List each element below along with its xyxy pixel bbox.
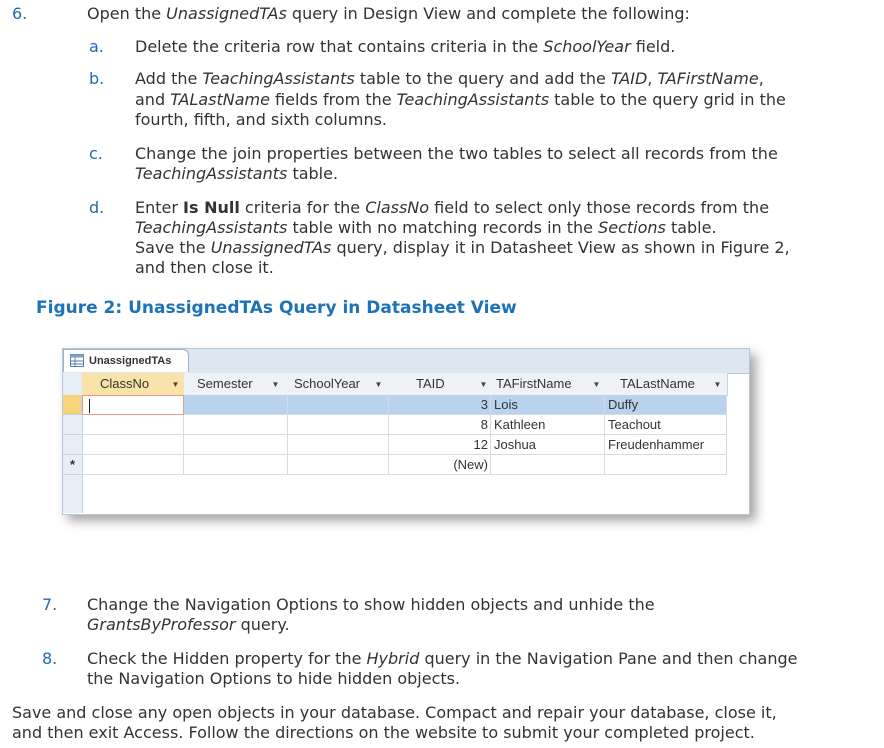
step-6-intro: Open the UnassignedTAs query in Design View and complete the following: bbox=[87, 4, 690, 23]
table-cell[interactable] bbox=[491, 455, 605, 475]
step-6b-line1: Add the TeachingAssistants table to the query and add the TAID, TAFirstName, bbox=[135, 69, 764, 88]
classno-cell-active[interactable] bbox=[82, 395, 184, 415]
column-header-tafirstname[interactable]: TAFirstName ▼ bbox=[491, 373, 606, 396]
column-header-schoolyear[interactable]: SchoolYear ▼ bbox=[288, 373, 390, 396]
column-header-talastname[interactable]: TALastName ▼ bbox=[605, 373, 728, 396]
table-cell[interactable] bbox=[184, 455, 288, 475]
step-6d-line2: TeachingAssistants table with no matching records in the Sections table. bbox=[135, 218, 717, 237]
step-7-number: 7. bbox=[42, 595, 58, 614]
column-header-classno[interactable]: ClassNo ▼ bbox=[82, 373, 185, 396]
column-header-taid[interactable]: TAID ▼ bbox=[389, 373, 492, 396]
current-record-selector[interactable] bbox=[63, 395, 82, 415]
step-6b-line2: and TALastName fields from the TeachingAssistants table to the query grid in the bbox=[135, 90, 786, 109]
talastname-cell[interactable]: Freudenhammer bbox=[605, 435, 727, 455]
tab-label: UnassignedTAs bbox=[89, 355, 172, 367]
tab-strip bbox=[63, 349, 749, 374]
taid-cell[interactable]: 8 bbox=[389, 415, 491, 435]
record-selector[interactable] bbox=[63, 415, 82, 435]
talastname-cell[interactable]: Teachout bbox=[605, 415, 727, 435]
step-6d-line1: Enter Is Null criteria for the ClassNo field to select only those records from the bbox=[135, 198, 770, 217]
step-7-line1: Change the Navigation Options to show hidden objects and unhide the bbox=[87, 595, 655, 614]
step-6d-line3: Save the UnassignedTAs query, display it in Datasheet View as shown in Figure 2, bbox=[135, 238, 790, 257]
table-cell[interactable] bbox=[288, 455, 389, 475]
step-6c-line2: TeachingAssistants table. bbox=[135, 164, 339, 183]
chevron-down-icon[interactable]: ▼ bbox=[592, 380, 601, 389]
step-7-line2: GrantsByProfessor query. bbox=[87, 615, 290, 634]
taid-cell[interactable]: 12 bbox=[389, 435, 491, 455]
step-6b-label: b. bbox=[89, 69, 105, 88]
step-8-line2: the Navigation Options to hide hidden objects. bbox=[87, 669, 461, 688]
closing-line2: and then exit Access. Follow the directions on the website to submit your completed project. bbox=[12, 723, 755, 742]
step-6d-line4: and then close it. bbox=[135, 258, 274, 277]
step-6d-label: d. bbox=[89, 198, 105, 217]
table-cell[interactable] bbox=[288, 435, 389, 455]
tafirstname-cell[interactable]: Lois bbox=[491, 395, 605, 415]
step-8-number: 8. bbox=[42, 649, 58, 668]
step-6a-label: a. bbox=[89, 37, 104, 56]
new-row-label[interactable]: (New) bbox=[389, 455, 491, 475]
record-selector[interactable] bbox=[63, 435, 82, 455]
figure-title: Figure 2: UnassignedTAs Query in Datasheet View bbox=[36, 298, 517, 318]
table-cell[interactable] bbox=[184, 415, 288, 435]
table-cell[interactable] bbox=[605, 455, 727, 475]
talastname-cell[interactable]: Duffy bbox=[605, 395, 727, 415]
step-6-number: 6. bbox=[12, 4, 28, 23]
step-6a-text: Delete the criteria row that contains criteria in the SchoolYear field. bbox=[135, 37, 676, 56]
table-cell[interactable] bbox=[82, 435, 184, 455]
table-cell[interactable] bbox=[82, 455, 184, 475]
step-8-line1: Check the Hidden property for the Hybrid query in the Navigation Pane and then change bbox=[87, 649, 798, 668]
chevron-down-icon[interactable]: ▼ bbox=[713, 380, 722, 389]
table-cell[interactable] bbox=[184, 435, 288, 455]
step-6b-line3: fourth, fifth, and sixth columns. bbox=[135, 110, 387, 129]
chevron-down-icon[interactable]: ▼ bbox=[374, 380, 383, 389]
chevron-down-icon[interactable]: ▼ bbox=[479, 380, 488, 389]
query-icon bbox=[70, 354, 84, 367]
table-cell[interactable] bbox=[288, 395, 389, 415]
column-header-semester[interactable]: Semester ▼ bbox=[184, 373, 289, 396]
table-cell[interactable] bbox=[184, 395, 288, 415]
chevron-down-icon[interactable]: ▼ bbox=[271, 380, 280, 389]
closing-line1: Save and close any open objects in your database. Compact and repair your database, close it, bbox=[12, 703, 777, 722]
tafirstname-cell[interactable]: Kathleen bbox=[491, 415, 605, 435]
datasheet-window bbox=[62, 348, 750, 515]
step-6c-line1: Change the join properties between the two tables to select all records from the bbox=[135, 144, 778, 163]
step-6c-label: c. bbox=[89, 144, 103, 163]
new-record-marker[interactable]: * bbox=[63, 455, 82, 475]
table-cell[interactable] bbox=[82, 415, 184, 435]
chevron-down-icon[interactable]: ▼ bbox=[171, 380, 180, 389]
tafirstname-cell[interactable]: Joshua bbox=[491, 435, 605, 455]
tab-unassignedtas[interactable] bbox=[63, 349, 189, 372]
taid-cell[interactable]: 3 bbox=[389, 395, 491, 415]
text-cursor bbox=[89, 399, 90, 413]
table-cell[interactable] bbox=[288, 415, 389, 435]
